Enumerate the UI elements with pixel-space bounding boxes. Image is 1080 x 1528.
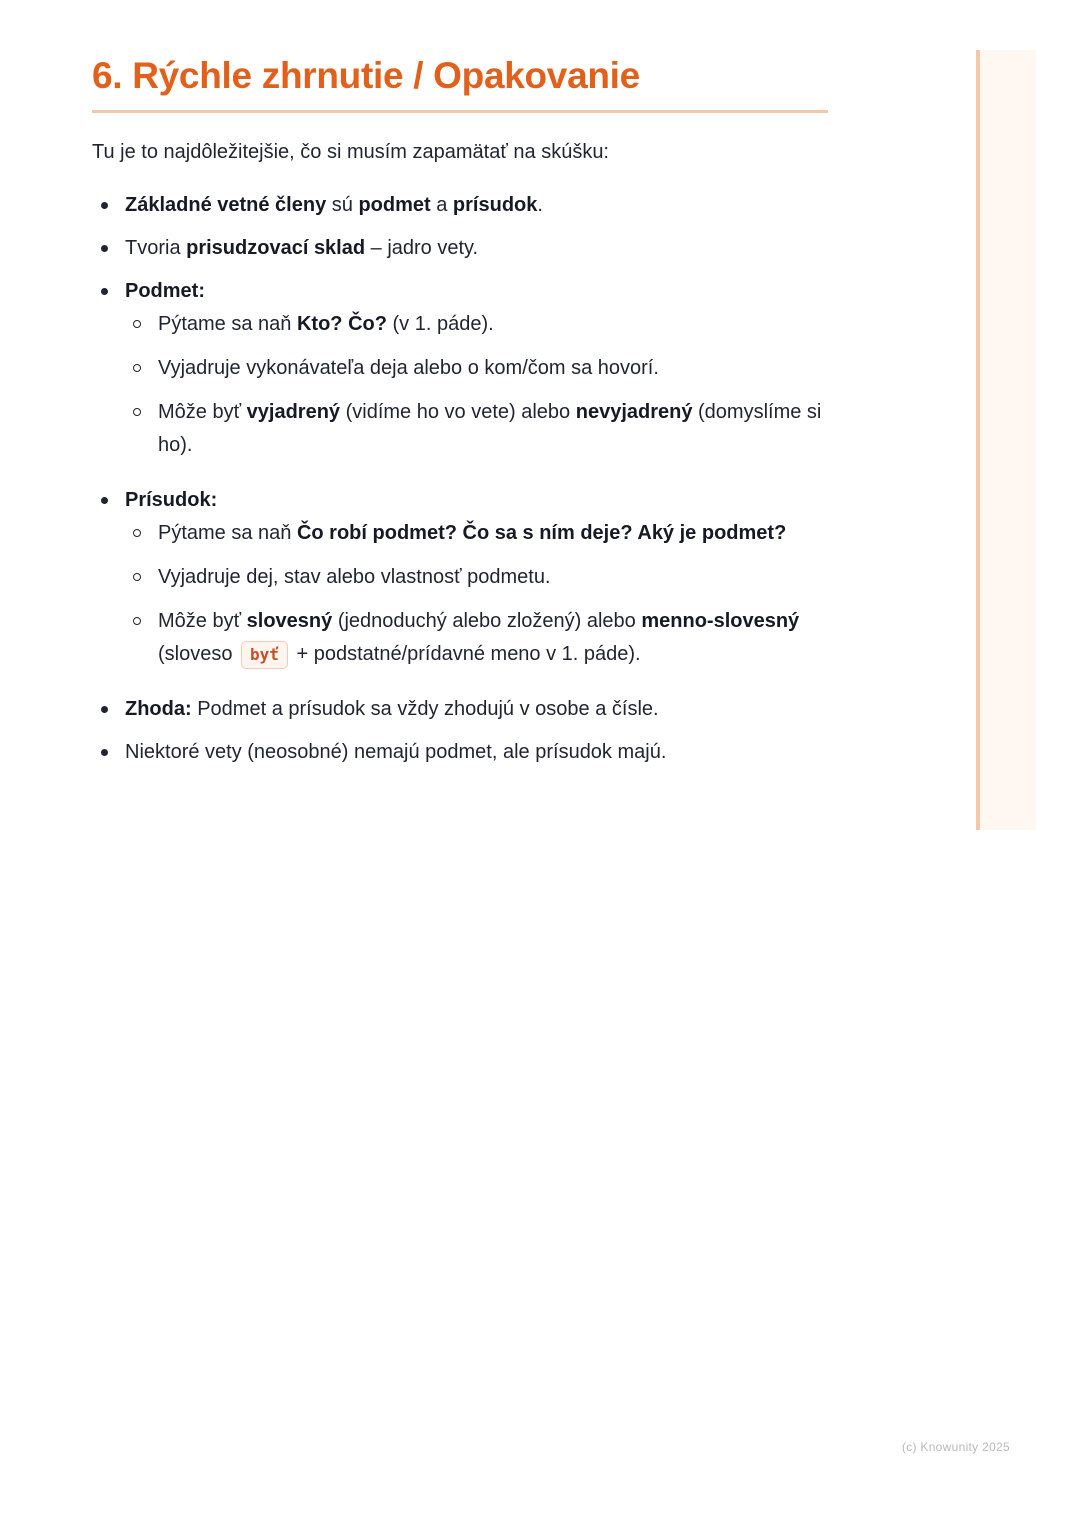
text: Môže byť <box>158 401 247 423</box>
document-content <box>92 50 828 779</box>
bold-text: prisudzovací sklad <box>186 237 366 259</box>
bold-text: vyjadrený <box>246 401 341 423</box>
circle-bullet-icon <box>133 364 141 372</box>
circle-bullet-icon <box>133 617 141 625</box>
sub-list-item <box>125 561 828 594</box>
bullet-icon <box>101 202 108 209</box>
circle-bullet-icon <box>133 529 141 537</box>
list-item-prisudok <box>92 484 828 671</box>
bold-text: menno-slovesný <box>641 610 800 632</box>
text: Vyjadruje dej, stav alebo vlastnosť podmetu. <box>158 566 551 588</box>
sub-list-item <box>125 396 828 462</box>
text: Niektoré vety (neosobné) nemajú podmet, ale prísudok majú. <box>125 741 667 763</box>
summary-list <box>92 189 828 769</box>
text: Pýtame sa naň <box>158 522 297 544</box>
bold-text: podmet <box>358 194 431 216</box>
bullet-icon <box>101 706 108 713</box>
sub-list-item <box>125 352 828 385</box>
section-label: Podmet: <box>125 280 205 302</box>
text: Podmet a prísudok sa vždy zhodujú v osobe a čísle. <box>191 698 659 720</box>
intro-text: Tu je to najdôležitejšie, čo si musím zapamätať na skúšku: <box>92 141 609 163</box>
text: Môže byť <box>158 610 247 632</box>
text: Tvoria <box>125 237 187 259</box>
bold-text: nevyjadrený <box>575 401 693 423</box>
bullet-icon <box>101 497 108 504</box>
text: (vidíme ho vo vete) alebo <box>340 401 576 423</box>
sub-list-item <box>125 517 828 550</box>
bold-text: Čo robí podmet? Čo sa s ním deje? Aký je podmet? <box>296 522 787 544</box>
sub-list <box>125 517 828 671</box>
text: + podstatné/prídavné meno v 1. páde). <box>290 643 641 665</box>
copyright-footer: (c) Knowunity 2025 <box>901 1440 1010 1454</box>
text: Pýtame sa naň <box>158 313 297 335</box>
section-label: Prísudok: <box>125 489 218 511</box>
sub-list-item <box>125 308 828 341</box>
text: (domyslíme si ho). <box>158 401 822 456</box>
list-item-podmet <box>92 275 828 462</box>
bold-text: Kto? Čo? <box>296 313 387 335</box>
sub-list-item <box>125 605 828 671</box>
text: a <box>430 194 453 216</box>
text: sú <box>326 194 359 216</box>
circle-bullet-icon <box>133 320 141 328</box>
bullet-icon <box>101 288 108 295</box>
text: (sloveso <box>158 643 239 665</box>
text: Vyjadruje vykonávateľa deja alebo o kom/čom sa hovorí. <box>158 357 659 379</box>
inline-code: byť <box>241 641 288 669</box>
text: (jednoduchý alebo zložený) alebo <box>332 610 642 632</box>
bullet-icon <box>101 749 108 756</box>
bold-text: slovesný <box>246 610 333 632</box>
list-item <box>92 736 828 769</box>
list-item <box>92 189 828 222</box>
side-decoration-bar <box>976 50 1036 830</box>
bold-text: prísudok <box>452 194 538 216</box>
title-divider <box>92 110 828 113</box>
sub-list <box>125 308 828 462</box>
list-item <box>92 232 828 265</box>
bullet-icon <box>101 245 108 252</box>
circle-bullet-icon <box>133 573 141 581</box>
page-title: 6. Rýchle zhrnutie / Opakovanie <box>92 55 640 96</box>
text: – jadro vety. <box>365 237 479 259</box>
text: (v 1. páde). <box>386 313 494 335</box>
bold-text: Základné vetné členy <box>125 194 327 216</box>
circle-bullet-icon <box>133 408 141 416</box>
list-item <box>92 693 828 726</box>
bold-text: Zhoda: <box>125 698 192 720</box>
text: . <box>537 194 543 216</box>
